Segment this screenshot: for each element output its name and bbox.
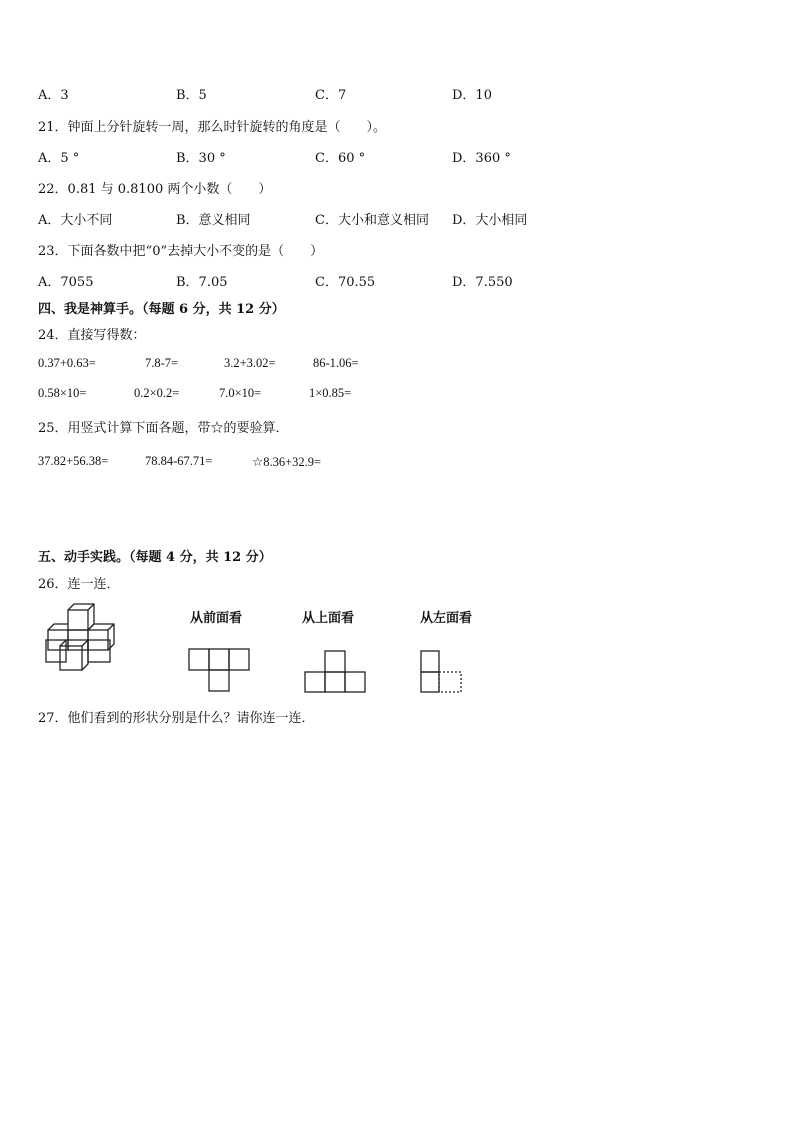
q23-option-d: D．7.550 xyxy=(452,275,513,290)
cube-arrangement-figure xyxy=(40,604,140,674)
q22-stem: 22．0.81 与 0.8100 两个小数（ ） xyxy=(38,182,272,197)
left-view-shape xyxy=(420,650,466,694)
q21-option-a: A．5 ° xyxy=(38,151,80,166)
q23-option-b: B．7.05 xyxy=(176,275,228,290)
q23-option-a: A．7055 xyxy=(38,275,94,290)
q27-stem: 27．他们看到的形状分别是什么？请你连一连． xyxy=(38,711,315,726)
q24-item-2: 7.8-7= xyxy=(145,356,179,370)
q24-item-3: 3.2+3.02= xyxy=(224,356,276,370)
q21-stem: 21．钟面上分针旋转一周，那么时针旋转的角度是（ ）。 xyxy=(38,120,387,135)
q24-item-8: 1×0.85= xyxy=(309,386,352,400)
q24-item-5: 0.58×10= xyxy=(38,386,87,400)
section5-title: 五、动手实践。（每题 4 分，共 12 分） xyxy=(38,550,272,565)
q20-option-d: D．10 xyxy=(452,88,492,103)
q25-item-2: 78.84-67.71= xyxy=(145,454,213,468)
q24-item-1: 0.37+0.63= xyxy=(38,356,96,370)
q25-stem: 25．用竖式计算下面各题，带☆的要验算． xyxy=(38,421,289,436)
q22-option-b: B．意义相同 xyxy=(176,213,251,228)
q22-option-c: C．大小和意义相同 xyxy=(315,213,429,228)
front-view-shape xyxy=(188,648,258,694)
q23-option-c: C．70.55 xyxy=(315,275,376,290)
q22-option-d: D．大小相同 xyxy=(452,213,528,228)
q20-option-a: A．3 xyxy=(38,88,69,103)
q24-item-6: 0.2×0.2= xyxy=(134,386,180,400)
q25-item-1: 37.82+56.38= xyxy=(38,454,109,468)
q24-stem: 24．直接写得数： xyxy=(38,328,146,343)
q24-item-4: 86-1.06= xyxy=(313,356,359,370)
view-label-left: 从左面看 xyxy=(420,611,473,626)
section4-title: 四、我是神算手。（每题 6 分，共 12 分） xyxy=(38,302,285,317)
q25-item-3: ☆8.36+32.9= xyxy=(252,455,322,469)
view-label-top: 从上面看 xyxy=(302,611,355,626)
q21-option-d: D．360 ° xyxy=(452,151,511,166)
q24-item-7: 7.0×10= xyxy=(219,386,262,400)
q26-stem: 26．连一连． xyxy=(38,577,120,592)
q21-option-b: B．30 ° xyxy=(176,151,226,166)
q20-option-b: B．5 xyxy=(176,88,207,103)
top-view-shape xyxy=(304,650,370,694)
q21-option-c: C．60 ° xyxy=(315,151,366,166)
q23-stem: 23．下面各数中把“0”去掉大小不变的是（ ） xyxy=(38,244,324,259)
q22-option-a: A．大小不同 xyxy=(38,213,113,228)
q20-option-c: C．7 xyxy=(315,88,347,103)
view-label-front: 从前面看 xyxy=(190,611,243,626)
